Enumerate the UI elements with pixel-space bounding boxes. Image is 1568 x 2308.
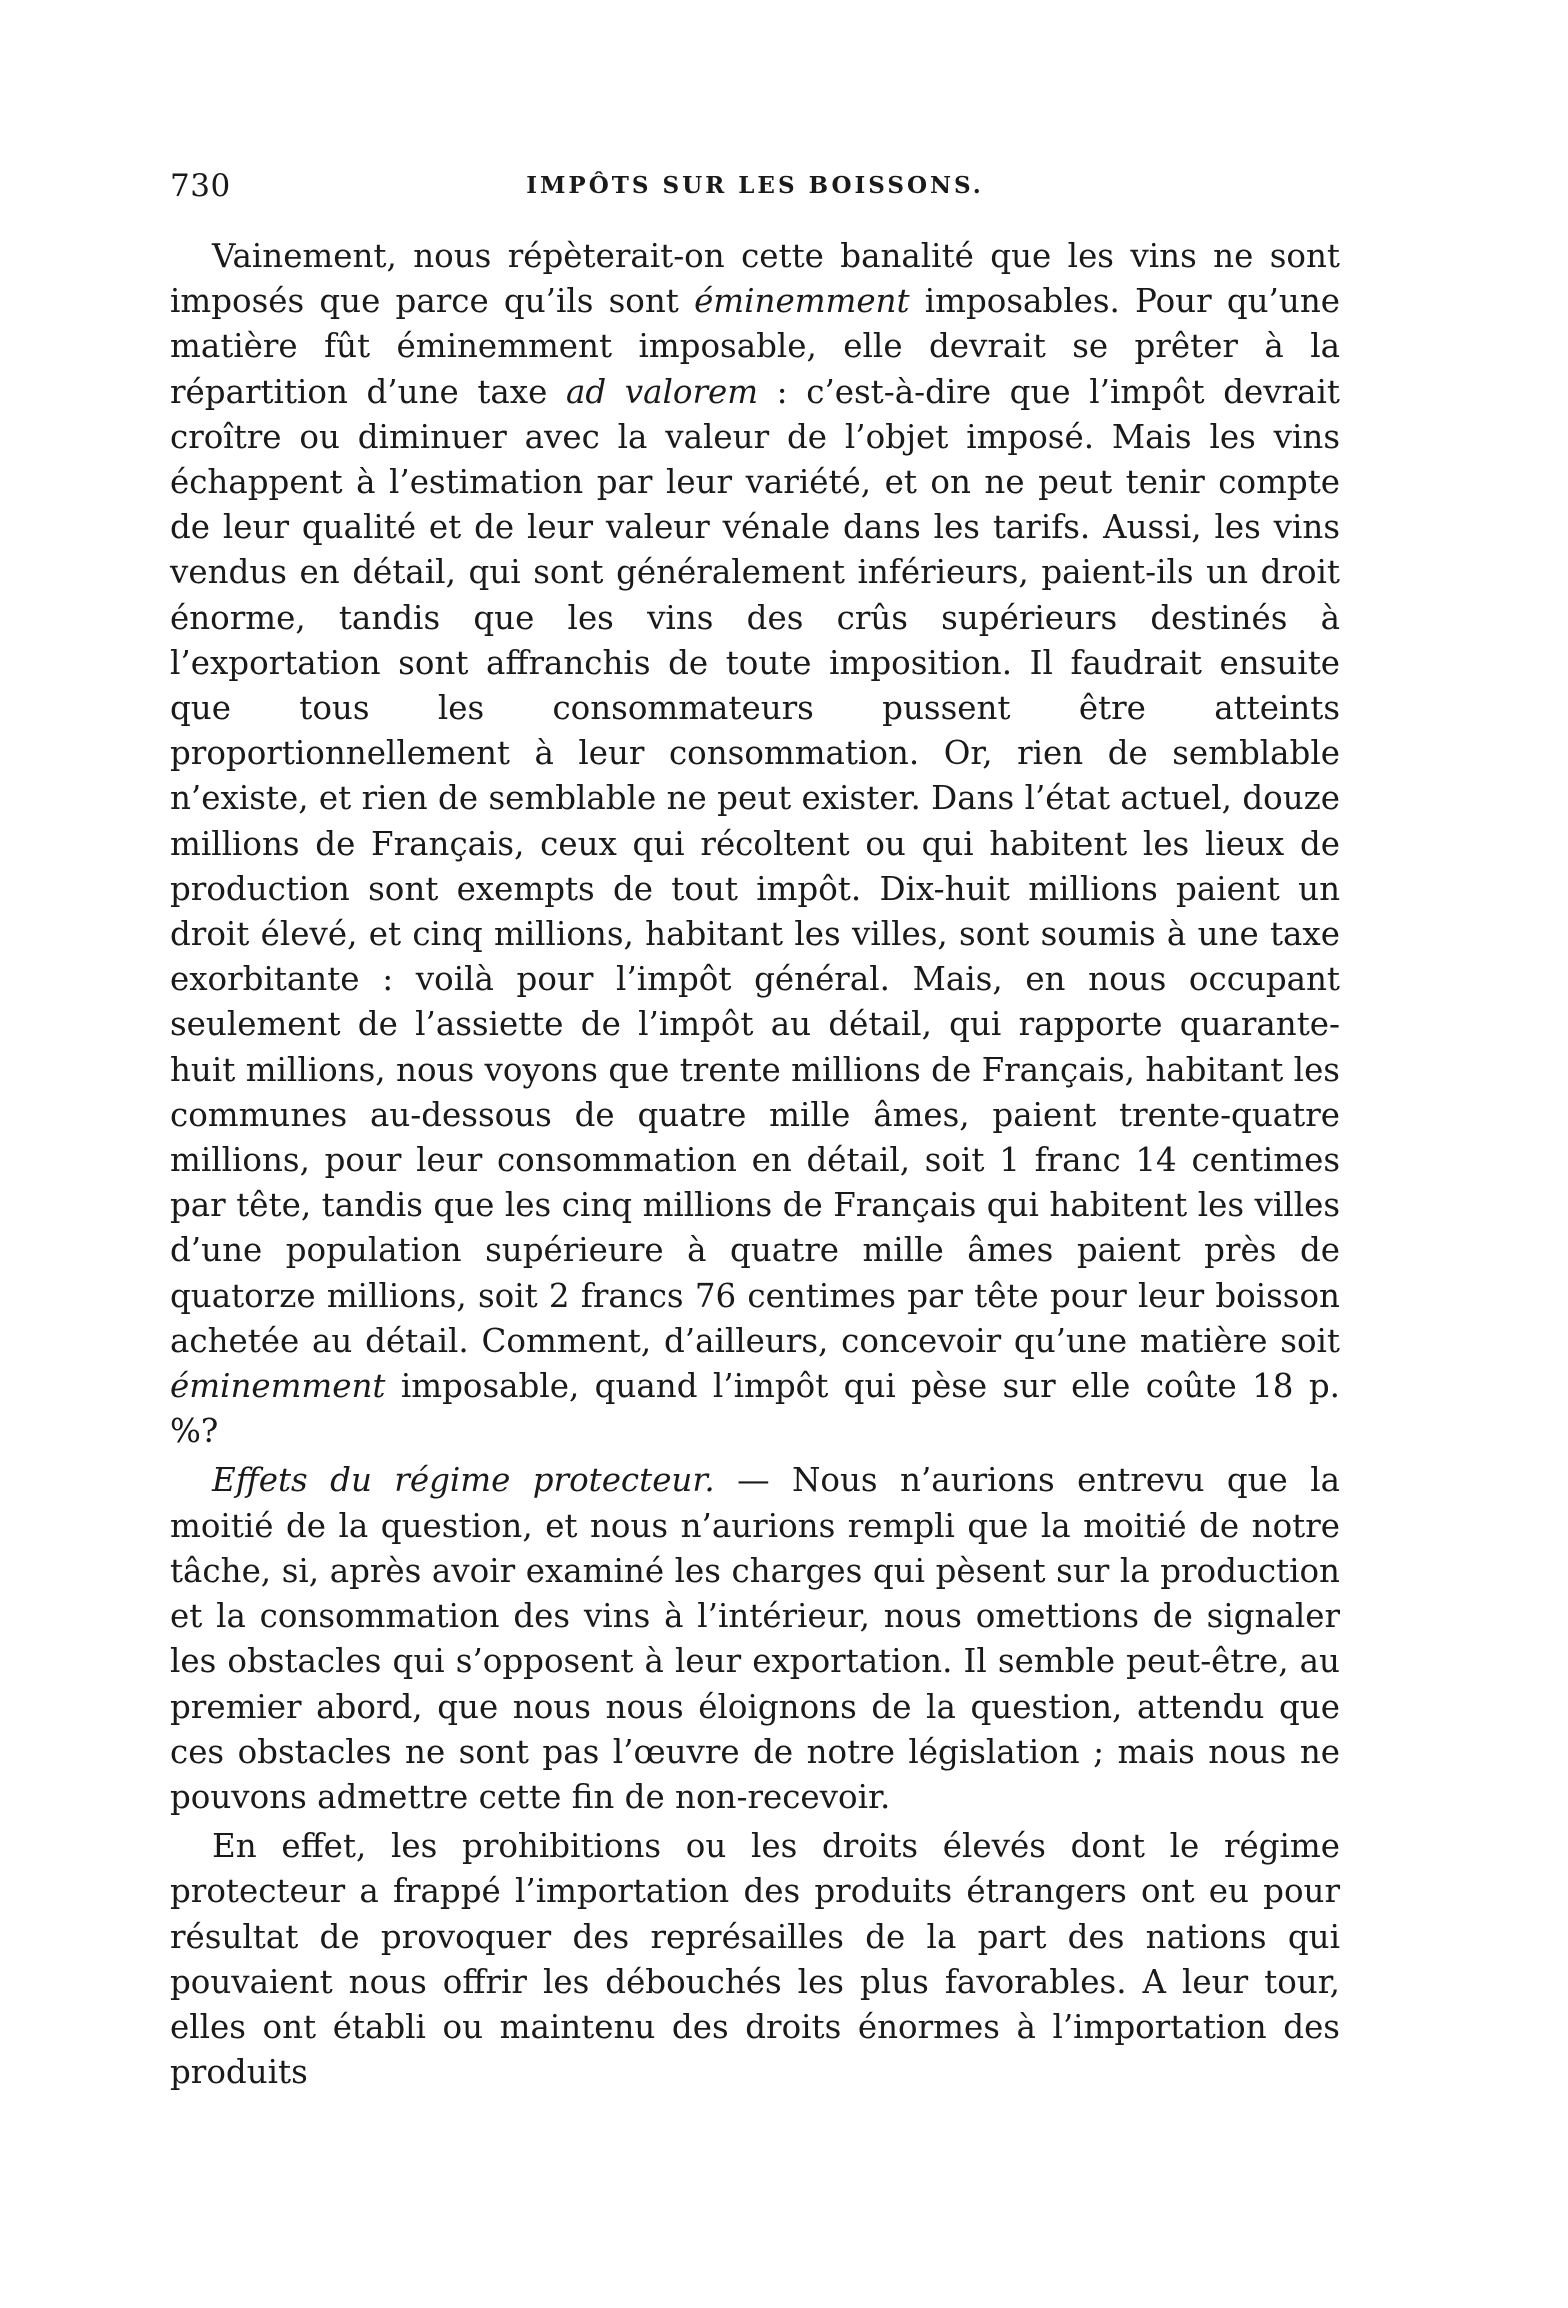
- page-number: 730: [170, 168, 231, 204]
- emphasis-eminemment-1: éminemment: [694, 282, 910, 321]
- section-lead-heading: Effets du régime protecteur.: [212, 1461, 715, 1500]
- paragraph-1-text-a: Vainement, nous répèterait-on cette banalité que les vins ne sont imposés que parce qu’ils sont: [170, 237, 1340, 321]
- paragraph-2-text: — Nous n’aurions entrevu que la moitié de la question, et nous n’aurions rempli que la moitié de notre tâche, si, après avoir examiné les charges qui pèsent sur la production et la consommation des vins à l’intérieur, nous omettions de signaler les obstacles qui s’opposent à leur exportation. Il semble peut-être, au premier abord, que nous nous éloignons de la question, attendu que ces obstacles ne sont pas l’œuvre de notre législation ; mais nous ne pouvons admettre cette fin de non-recevoir.: [170, 1461, 1340, 1816]
- paragraph-2: [170, 1458, 1340, 1820]
- paragraph-1-text-d: imposable, quand l’impôt qui pèse sur elle coûte 18 p. %?: [170, 1367, 1340, 1451]
- book-page: [170, 168, 1340, 2095]
- paragraph-1-text-b: imposables. Pour qu’une matière fût éminemment imposable, elle devrait se prêter à la répartition d’une taxe: [170, 282, 1340, 411]
- running-title: IMPÔTS SUR LES BOISSONS.: [526, 172, 984, 199]
- running-head: [170, 168, 1340, 208]
- emphasis-ad-valorem: ad valorem: [565, 372, 759, 411]
- paragraph-1-text-c: : c’est-à-dire que l’impôt devrait croître ou diminuer avec la valeur de l’objet imposé. Mais les vins échappent à l’estimation par leur variété, et on ne peut tenir compte de leur qualité et de leur valeur vénale dans les tarifs. Aussi, les vins vendus en détail, qui sont généralement inférieurs, paient-ils un droit énorme, tandis que les vins des crûs supérieurs destinés à l’exportation sont affranchis de toute imposition. Il faudrait ensuite que tous les consommateurs pussent être atteints proportionnellement à leur consommation. Or, rien de semblable n’existe, et rien de semblable ne peut exister. Dans l’état actuel, douze millions de Français, ceux qui récoltent ou qui habitent les lieux de production sont exempts de tout impôt. Dix-huit millions paient un droit élevé, et cinq millions, habitant les villes, sont soumis à une taxe exorbitante : voilà pour l’impôt général. Mais, en nous occupant seulement de l’assiette de l’impôt au détail, qui rapporte quarante-huit millions, nous voyons que trente millions de Français, habitant les communes au-dessous de quatre mille âmes, paient trente-quatre millions, pour leur consommation en détail, soit 1 franc 14 centimes par tête, tandis que les cinq millions de Français qui habitent les villes d’une population supérieure à quatre mille âmes paient près de quatorze millions, soit 2 francs 76 centimes par tête pour leur boisson achetée au détail. Comment, d’ailleurs, concevoir qu’une matière soit: [170, 372, 1340, 1360]
- body-text: [170, 234, 1340, 2095]
- paragraph-3: En effet, les prohibitions ou les droits élevés dont le régime protecteur a frappé l’importation des produits étrangers ont eu pour résultat de provoquer des représailles de la part des nations qui pouvaient nous offrir les débouchés les plus favorables. A leur tour, elles ont établi ou maintenu des droits énormes à l’importation des produits: [170, 1827, 1340, 2092]
- paragraph-1: [170, 234, 1340, 1454]
- emphasis-eminemment-2: éminemment: [170, 1367, 386, 1406]
